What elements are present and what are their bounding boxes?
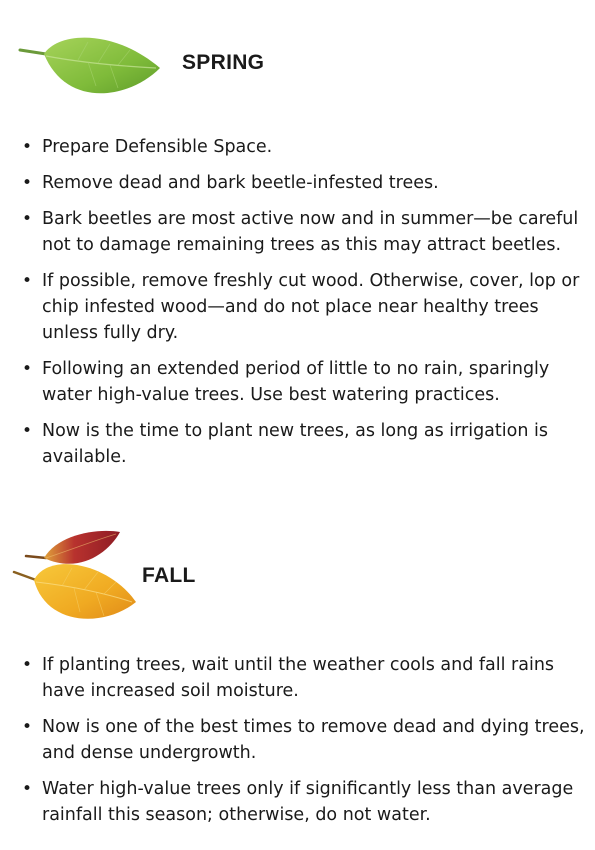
bullet: • [22, 359, 33, 379]
list-item: • Prepare Defensible Space. [22, 134, 588, 160]
list-item: • Bark beetles are most active now and in summer—be careful not to damage remaining trees as this may attract beetles. [22, 206, 588, 258]
green-leaf-icon [18, 30, 163, 102]
fall-title: FALL [142, 564, 196, 587]
bullet: • [22, 173, 33, 193]
bullet: • [22, 421, 33, 441]
list-item: • If planting trees, wait until the weather cools and fall rains have increased soil moisture. [22, 652, 588, 704]
bullet: • [22, 209, 33, 229]
list-item: • Water high-value trees only if significantly less than average rainfall this season; otherwise, do not water. [22, 776, 588, 828]
list-item: • Now is one of the best times to remove dead and dying trees, and dense undergrowth. [22, 714, 588, 766]
spring-tips-list [22, 134, 588, 480]
bullet: • [22, 137, 33, 157]
list-item: • Remove dead and bark beetle-infested trees. [22, 170, 588, 196]
fall-tips-list [22, 652, 588, 838]
list-item: • If possible, remove freshly cut wood. Otherwise, cover, lop or chip infested wood—and do not place near healthy trees unless fully dry. [22, 268, 588, 346]
bullet: • [22, 655, 33, 675]
spring-title: SPRING [182, 51, 265, 74]
list-item: • Now is the time to plant new trees, as long as irrigation is available. [22, 418, 588, 470]
bullet: • [22, 271, 33, 291]
bullet: • [22, 717, 33, 737]
bullet: • [22, 779, 33, 799]
autumn-leaves-icon [12, 528, 140, 630]
list-item: • Following an extended period of little to no rain, sparingly water high-value trees. Use best watering practices. [22, 356, 588, 408]
